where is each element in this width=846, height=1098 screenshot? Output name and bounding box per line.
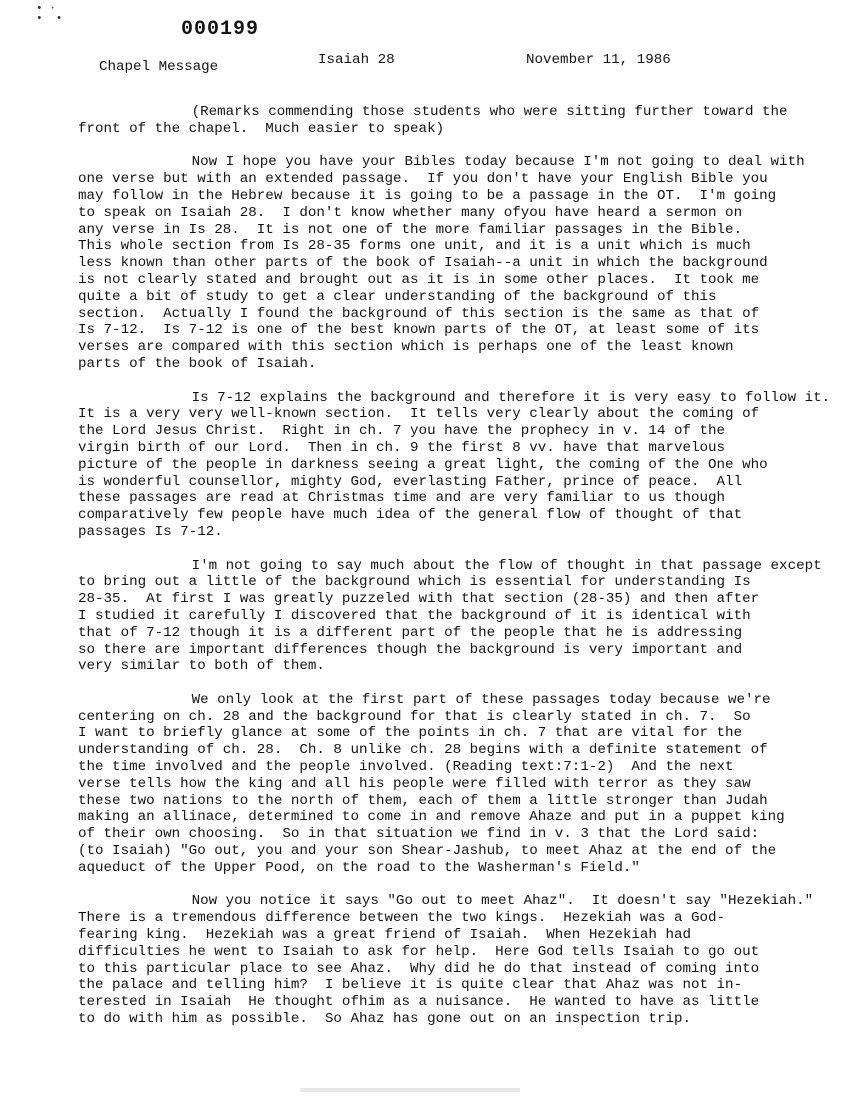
- text-line: We only look at the first part of these passages today because we're: [132, 691, 771, 708]
- text-line: the Lord Jesus Christ. Right in ch. 7 you have the prophecy in v. 14 of the: [78, 423, 726, 440]
- text-line: any verse in Is 28. It is not one of the more familiar passages in the Bible.: [78, 221, 743, 238]
- text-line: 28-35. At first I was greatly puzzeled with that section (28-35) and then after: [78, 591, 760, 608]
- header-date: November 11, 1986: [526, 52, 671, 68]
- scan-smudge: [300, 1088, 520, 1092]
- text-line: comparatively few people have much idea of the general flow of thought of that: [78, 507, 743, 524]
- text-line: very similar to both of them.: [78, 658, 325, 675]
- text-line: so there are important differences though the background is very important and: [78, 641, 743, 658]
- text-line: (to Isaiah) "Go out, you and your son Shear-Jashub, to meet Ahaz at the end of the: [78, 843, 777, 860]
- text-line: Now I hope you have your Bibles today because I'm not going to deal with: [132, 154, 805, 171]
- text-line: verses are compared with this section which is perhaps one of the least known: [78, 339, 734, 356]
- text-line: I want to briefly glance at some of the points in ch. 7 that are vital for the: [78, 725, 743, 742]
- text-line: to do with him as possible. So Ahaz has gone out on an inspection trip.: [78, 1011, 691, 1028]
- text-line: centering on ch. 28 and the background for that is clearly stated in ch. 7. So: [78, 708, 751, 725]
- text-line: virgin birth of our Lord. Then in ch. 9 the first 8 vv. have that marvelous: [78, 439, 726, 456]
- paragraph: [78, 557, 822, 676]
- text-line: understanding of ch. 28. Ch. 8 unlike ch. 28 begins with a definite statement of: [78, 742, 768, 759]
- text-line: parts of the book of Isaiah.: [78, 355, 317, 372]
- text-line: section. Actually I found the background of this section is the same as that of: [78, 305, 760, 322]
- text-line: to bring out a little of the background which is essential for understanding Is: [78, 574, 751, 591]
- text-line: Is 7-12. Is 7-12 is one of the best known parts of the OT, at least some of its: [78, 322, 760, 339]
- text-line: one verse but with an extended passage. If you don't have your English Bible you: [78, 171, 768, 188]
- header-scripture: Isaiah 28: [318, 52, 395, 68]
- text-line: that of 7-12 though it is a different part of the people that he is addressing: [78, 624, 743, 641]
- text-line: front of the chapel. Much easier to speak): [78, 120, 445, 137]
- text-line: is not clearly stated and brought out as it is in some other places. It took me: [78, 271, 760, 288]
- text-line: (Remarks commending those students who were sitting further toward the: [132, 104, 788, 120]
- text-line: less known than other parts of the book of Isaiah--a unit in which the background: [78, 255, 768, 272]
- text-line: I'm not going to say much about the flow of thought in that passage except: [132, 557, 822, 574]
- paragraph: [78, 691, 785, 877]
- text-line: passages Is 7-12.: [78, 523, 223, 540]
- text-line: to this particular place to see Ahaz. Why did he do that instead of coming into: [78, 960, 760, 977]
- paragraph: [78, 154, 805, 372]
- text-line: the time involved and the people involved. (Reading text:7:1-2) And the next: [78, 759, 734, 776]
- text-line: There is a tremendous difference between the two kings. Hezekiah was a God-: [78, 910, 726, 927]
- paragraph: [78, 389, 831, 541]
- text-line: picture of the people in darkness seeing a great light, the coming of the One who: [78, 456, 768, 473]
- text-line: the palace and telling him? I believe it is quite clear that Ahaz was not in-: [78, 977, 743, 994]
- document-body: [78, 104, 831, 1045]
- text-line: difficulties he went to Isaiah to ask for help. Here God tells Isaiah to go out: [78, 943, 760, 960]
- text-line: may follow in the Hebrew because it is going to be a passage in the OT. I'm going: [78, 187, 777, 204]
- text-line: Now you notice it says "Go out to meet Ahaz". It doesn't say "Hezekiah.": [132, 893, 814, 910]
- text-line: aqueduct of the Upper Pood, on the road to the Washerman's Field.": [78, 859, 640, 876]
- text-line: of their own choosing. So in that situation we find in v. 3 that the Lord said:: [78, 826, 760, 843]
- header-chapel-message: Chapel Message: [99, 59, 219, 75]
- text-line: fearing king. Hezekiah was a great friend of Isaiah. When Hezekiah had: [78, 927, 691, 944]
- paragraph: [78, 104, 788, 138]
- text-line: is wonderful counsellor, mighty God, everlasting Father, prince of peace. All: [78, 473, 743, 490]
- text-line: verse tells how the king and all his people were filled with terror as they saw: [78, 775, 751, 792]
- text-line: I studied it carefully I discovered that the background of it is identical with: [78, 607, 751, 624]
- scan-marks: • · • •: [36, 3, 63, 25]
- text-line: making an allinace, determined to come in and remove Ahaze and put in a puppet king: [78, 809, 785, 826]
- text-line: This whole section from Is 28-35 forms one unit, and it is a unit which is much: [78, 238, 751, 255]
- text-line: Is 7-12 explains the background and therefore it is very easy to follow it.: [132, 389, 831, 406]
- text-line: quite a bit of study to get a clear understanding of the background of this: [78, 288, 717, 305]
- page-number: 000199: [181, 18, 260, 41]
- text-line: It is a very very well-known section. It tells very clearly about the coming of: [78, 406, 760, 423]
- text-line: these two nations to the north of them, each of them a little stronger than Judah: [78, 792, 768, 809]
- text-line: these passages are read at Christmas time and are very familiar to us though: [78, 490, 726, 507]
- text-line: terested in Isaiah He thought ofhim as a nuisance. He wanted to have as little: [78, 994, 760, 1011]
- paragraph: [78, 893, 814, 1028]
- text-line: to speak on Isaiah 28. I don't know whether many ofyou have heard a sermon on: [78, 204, 743, 221]
